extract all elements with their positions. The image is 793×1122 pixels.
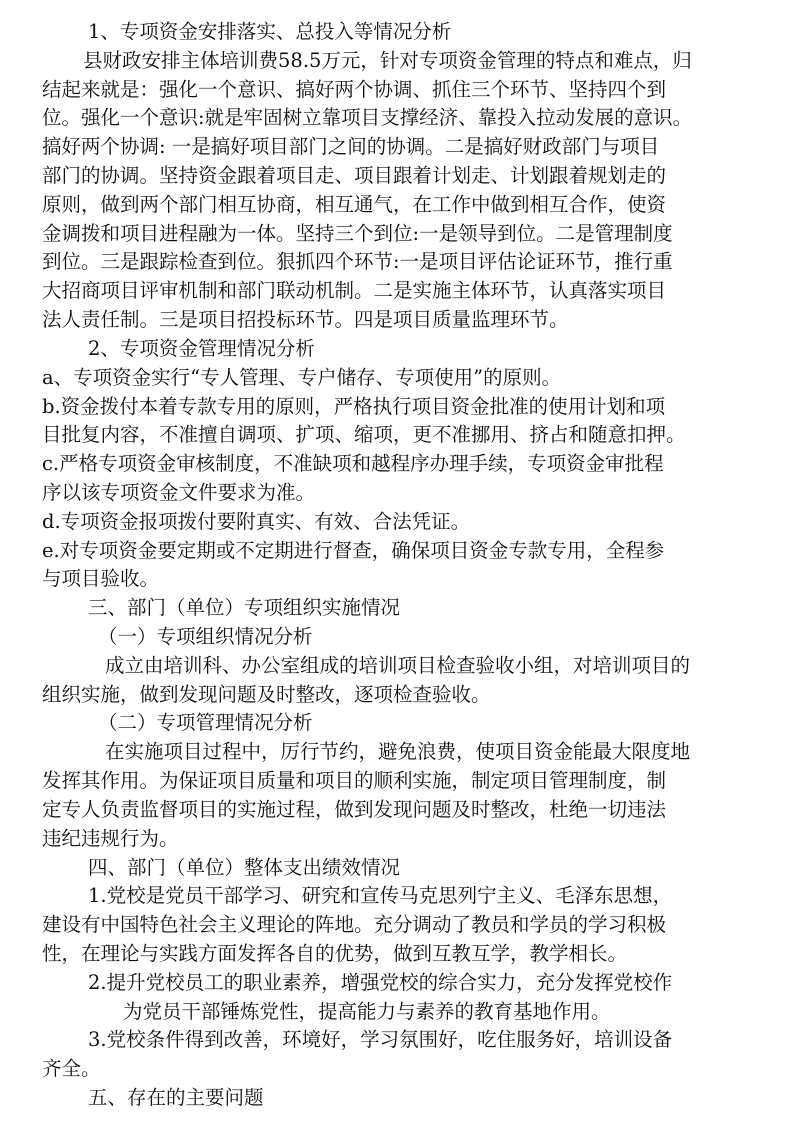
subsection-3-2-heading: （二）专项管理情况分析 [98,711,313,734]
list-item: e.对专项资金要定期或不定期进行督查，确保项目资金专款专用，全程参 [42,539,665,562]
paragraph-line: 部门的协调。坚持资金跟着项目走、项目跟着计划走、计划跟着规划走的 [42,164,667,187]
paragraph-line: 在实施项目过程中，厉行节约，避免浪费，使项目资金能最大限度地 [105,740,691,763]
section-1-heading: 1、专项资金安排落实、总投入等情况分析 [88,20,452,43]
subsection-3-1-heading: （一）专项组织情况分析 [98,625,313,648]
paragraph-line: 成立由培训科、办公室组成的培训项目检查验收小组，对培训项目的 [105,654,691,677]
paragraph-line: 组织实施，做到发现问题及时整改，逐项检查验收。 [42,683,491,706]
list-item: 与项目验收。 [42,567,160,590]
paragraph-line: 违纪违规行为。 [42,827,179,850]
section-3-heading: 三、部门（单位）专项组织实施情况 [88,596,401,619]
section-4-heading: 四、部门（单位）整体支出绩效情况 [88,856,401,879]
list-item: 目批复内容，不准擅自调项、扩项、缩项，更不准挪用、挤占和随意扣押。 [42,423,686,446]
list-item: d.专项资金报项拨付要附真实、有效、合法凭证。 [42,510,471,533]
paragraph-line: 性，在理论与实践方面发挥各自的优势，做到互教互学，教学相长。 [42,942,628,965]
paragraph-line: 原则，做到两个部门相互协商，相互通气，在工作中做到相互合作，使资 [42,193,667,216]
paragraph-line: 为党员干部锤炼党性，提高能力与素养的教育基地作用。 [123,1000,611,1023]
paragraph-line: 金调拨和项目进程融为一体。坚持三个到位:一是领导到位。二是管理制度 [42,222,673,245]
paragraph-line: 县财政安排主体培训费58.5万元，针对专项资金管理的特点和难点，归 [83,49,692,72]
paragraph-line: 结起来就是：强化一个意识、搞好两个协调、抓住三个环节、坚持四个到 [42,78,667,101]
list-item: b.资金拨付本着专款专用的原则，严格执行项目资金批准的使用计划和项 [42,395,666,418]
paragraph-line: 位。强化一个意识:就是牢固树立靠项目支撑经济、靠投入拉动发展的意识。 [42,106,693,129]
paragraph-line: 搞好两个协调: 一是搞好项目部门之间的协调。二是搞好财政部门与项目 [42,135,660,158]
paragraph-line: 大招商项目评审机制和部门联动机制。二是实施主体环节，认真落实项目 [42,279,667,302]
paragraph-line: 发挥其作用。为保证项目质量和项目的顺利实施，制定项目管理制度，制 [42,769,667,792]
paragraph-line: 定专人负责监督项目的实施过程，做到发现问题及时整改，杜绝一切违法 [42,798,667,821]
list-item: 序以该专项资金文件要求为准。 [42,481,316,504]
paragraph-line: 到位。三是跟踪检查到位。狠抓四个环节:一是项目评估论证环节，推行重 [42,250,673,273]
paragraph-line: 建设有中国特色社会主义理论的阵地。充分调动了教员和学员的学习积极 [42,913,667,936]
section-2-heading: 2、专项资金管理情况分析 [88,337,315,360]
paragraph-line: 2.提升党校员工的职业素养，增强党校的综合实力，充分发挥党校作 [88,971,673,994]
list-item: a、专项资金实行“专人管理、专户储存、专项使用”的原则。 [42,366,562,389]
section-5-heading: 五、存在的主要问题 [88,1086,264,1109]
paragraph-line: 3.党校条件得到改善，环境好，学习氛围好，吃住服务好，培训设备 [88,1028,673,1051]
paragraph-line: 1.党校是党员干部学习、研究和宣传马克思列宁主义、毛泽东思想， [88,884,673,907]
paragraph-line: 法人责任制。三是项目招投标环节。四是项目质量监理环节。 [42,308,569,331]
list-item: c.严格专项资金审核制度，不准缺项和越程序办理手续，专项资金审批程 [42,452,664,475]
paragraph-line: 齐全。 [42,1057,101,1080]
